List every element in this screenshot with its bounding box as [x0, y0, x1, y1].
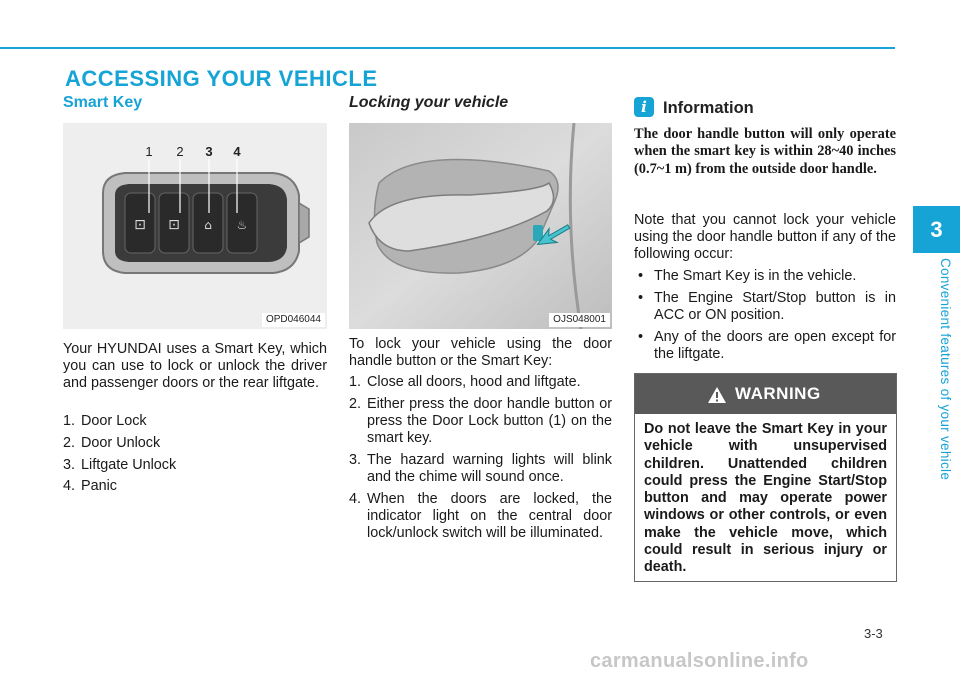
list-item-text: The Smart Key is in the vehicle.	[654, 268, 857, 284]
list-item-number: 3.	[63, 456, 76, 473]
chapter-title: Convenient features of your vehicle	[938, 258, 953, 481]
smart-key-intro: Your HYUNDAI uses a Smart Key, which you can use to lock or unlock the driver and passenger doors or the rear liftgate.	[63, 341, 327, 392]
warning-triangle-icon	[707, 386, 727, 404]
list-item-text: The Engine Start/Stop button is in ACC or ON position.	[654, 289, 896, 323]
list-item-number: 4.	[63, 478, 76, 495]
svg-text:⌂: ⌂	[204, 218, 212, 232]
smart-key-illustration	[63, 123, 327, 329]
door-handle-illustration	[349, 123, 612, 329]
warning-header	[635, 374, 896, 414]
key-button-number-2: 2	[176, 144, 184, 159]
list-item	[63, 435, 327, 452]
smart-key-heading: Smart Key	[63, 94, 143, 111]
smart-key-figure-code: OPD046044	[262, 313, 325, 327]
bullet-icon: •	[638, 268, 644, 284]
list-item-text: Either press the door handle button or press the Door Lock button (1) on the smart key.	[367, 395, 612, 447]
top-rule	[0, 47, 895, 49]
list-item	[63, 413, 327, 430]
section-title: ACCESSING YOUR VEHICLE	[65, 66, 378, 91]
list-item-text: Door Lock	[81, 413, 147, 429]
list-item	[349, 396, 612, 448]
list-item	[349, 374, 612, 391]
svg-text:⊡: ⊡	[168, 217, 180, 233]
list-item-number: 4.	[349, 491, 362, 507]
list-item	[349, 491, 612, 543]
list-item-text: Any of the doors are open except for the liftgate.	[654, 328, 896, 362]
key-button-number-3: 3	[205, 144, 213, 159]
list-item-text: Close all doors, hood and liftgate.	[367, 374, 581, 390]
list-item-number: 1.	[349, 374, 362, 390]
list-item	[63, 478, 327, 495]
key-button-number-4: 4	[233, 144, 241, 159]
locking-heading: Locking your vehicle	[349, 94, 509, 111]
warning-label: WARNING	[735, 384, 821, 403]
information-bullet-list	[634, 268, 896, 368]
list-item	[634, 268, 896, 285]
information-title: Information	[663, 99, 754, 117]
locking-intro: To lock your vehicle using the door handle button or the Smart Key:	[349, 336, 612, 370]
information-body: Note that you cannot lock your vehicle using the door handle button if any of the following occur:	[634, 212, 896, 263]
warning-text: Do not leave the Smart Key in your vehicle with unsupervised children. Unattended children could press the Engine Start/Stop button and may operate power windows or other controls, or even make the vehicle move, which could result in serious injury or death.	[644, 421, 887, 576]
svg-text:⊡: ⊡	[134, 217, 146, 233]
bullet-icon: •	[638, 289, 644, 306]
list-item	[634, 290, 896, 324]
list-item-number: 3.	[349, 452, 362, 468]
smart-key-button-list	[63, 413, 327, 500]
door-handle-figure-code: OJS048001	[549, 313, 610, 327]
smart-key-figure	[63, 123, 327, 329]
list-item	[634, 329, 896, 363]
locking-steps-list	[349, 374, 612, 547]
svg-text:♨: ♨	[236, 218, 248, 232]
list-item-number: 2.	[349, 395, 362, 412]
list-item-number: 2.	[63, 434, 76, 451]
list-item	[63, 457, 327, 474]
key-button-number-1: 1	[145, 144, 153, 159]
list-item-text: Door Unlock	[81, 434, 161, 451]
information-note: The door handle button will only operate when the smart key is within 28~40 inches (0.7~1 m) from the outside door handle.	[634, 126, 896, 177]
watermark: carmanualsonline.info	[590, 650, 809, 672]
list-item-text: Panic	[81, 478, 117, 495]
door-handle-figure	[349, 123, 612, 329]
bullet-icon: •	[638, 328, 644, 345]
list-item	[349, 452, 612, 486]
warning-box	[634, 373, 897, 582]
information-icon: i	[634, 97, 654, 117]
list-item-number: 1.	[63, 413, 76, 429]
page-number: 3-3	[864, 626, 883, 641]
list-item-text: The hazard warning lights will blink and the chime will sound once.	[367, 452, 612, 486]
chapter-tab: 3	[913, 206, 960, 253]
list-item-text: When the doors are locked, the indicator light on the central door lock/unlock switch will be illuminated.	[367, 491, 612, 542]
list-item-text: Liftgate Unlock	[81, 456, 177, 473]
